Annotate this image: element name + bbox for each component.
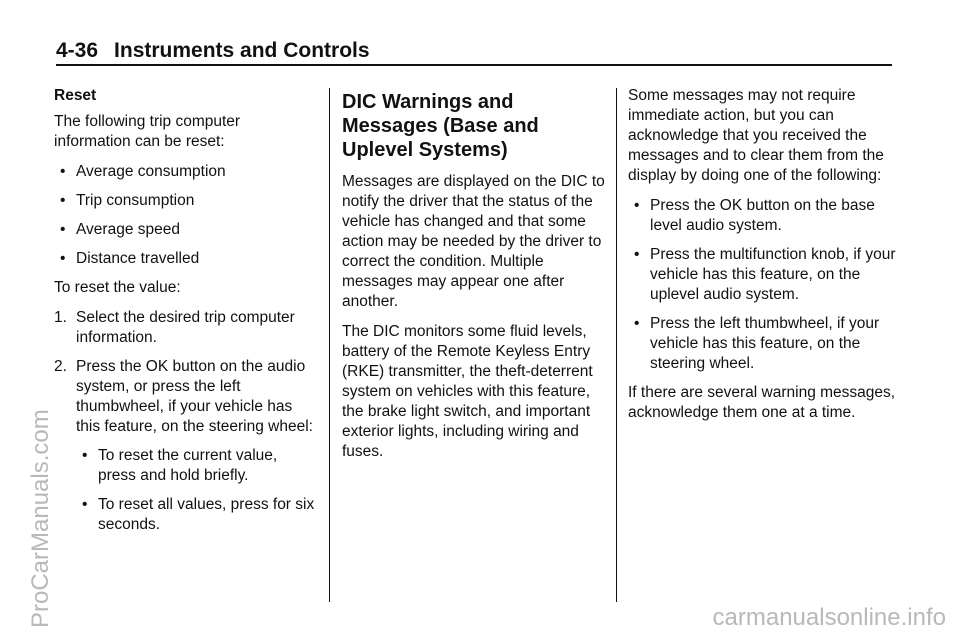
reset-heading: Reset <box>54 87 97 104</box>
list-item-text: To reset all values, press for six seconds. <box>98 496 315 533</box>
step-item <box>54 308 316 348</box>
list-item-text: Average speed <box>76 221 180 238</box>
column-divider <box>329 88 330 602</box>
ack-options-list <box>628 196 896 374</box>
dic-paragraph-1: Messages are displayed on the DIC to notify the driver that the status of the vehicle has changed and that some action may be needed by the driver to correct the condition. Multiple messages may appear one after another. <box>342 173 605 310</box>
step-text: Select the desired trip computer information. <box>76 309 295 346</box>
list-item <box>54 249 316 269</box>
list-item-text: Press the left thumbwheel, if your vehicle has this feature, on the steering wheel. <box>650 315 880 372</box>
watermark-bottom: carmanualsonline.info <box>712 604 946 631</box>
list-item <box>628 196 896 236</box>
watermark-left: ProCarManuals.com <box>27 409 54 628</box>
page-number: 4-36 <box>56 39 99 62</box>
ack-outro: If there are several warning messages, acknowledge them one at a time. <box>628 384 896 421</box>
list-item-text: To reset the current value, press and hold briefly. <box>98 447 278 484</box>
step-number: 1. <box>54 309 67 326</box>
list-item <box>76 446 316 486</box>
to-reset-text: To reset the value: <box>54 279 181 296</box>
bullet-icon: • <box>60 250 66 267</box>
reset-intro: The following trip computer information can be reset: <box>54 113 241 150</box>
bullet-icon: • <box>634 315 640 332</box>
column-divider <box>616 88 617 602</box>
list-item <box>76 495 316 535</box>
reset-items-list <box>54 162 316 269</box>
list-item-text: Press the OK button on the base level audio system. <box>650 197 875 234</box>
list-item <box>54 220 316 240</box>
list-item <box>628 245 896 305</box>
bullet-icon: • <box>82 496 88 513</box>
step-text: Press the OK button on the audio system, or press the left thumbwheel, if your vehicle has this feature, on the steering wheel: <box>76 358 313 435</box>
bullet-icon: • <box>60 221 66 238</box>
list-item <box>628 314 896 374</box>
sub-items-list <box>76 446 316 535</box>
bullet-icon: • <box>60 163 66 180</box>
bullet-icon: • <box>82 447 88 464</box>
page-header <box>56 38 892 64</box>
step-item <box>54 357 316 535</box>
list-item-text: Press the multifunction knob, if your vehicle has this feature, on the uplevel audio system. <box>650 246 896 303</box>
reset-steps-list <box>54 308 316 535</box>
list-item <box>54 191 316 211</box>
dic-heading: DIC Warnings and Messages (Base and Uplevel Systems) <box>342 91 539 161</box>
list-item <box>54 162 316 182</box>
bullet-icon: • <box>634 246 640 263</box>
list-item-text: Distance travelled <box>76 250 200 267</box>
column-middle <box>342 86 606 472</box>
section-title: Instruments and Controls <box>114 39 370 62</box>
list-item-text: Average consumption <box>76 163 226 180</box>
column-right <box>628 86 896 433</box>
ack-intro: Some messages may not require immediate action, but you can acknowledge that you received the messages and to clear them from the display by doing one of the following: <box>628 87 884 184</box>
bullet-icon: • <box>60 192 66 209</box>
step-number: 2. <box>54 358 67 375</box>
list-item-text: Trip consumption <box>76 192 195 209</box>
bullet-icon: • <box>634 197 640 214</box>
dic-paragraph-2: The DIC monitors some fluid levels, battery of the Remote Keyless Entry (RKE) transmitter, the theft-deterrent system on vehicles with this feature, the brake light switch, and important exterior lights, including wiring and fuses. <box>342 323 593 460</box>
header-rule <box>56 64 892 66</box>
column-left <box>54 86 316 544</box>
